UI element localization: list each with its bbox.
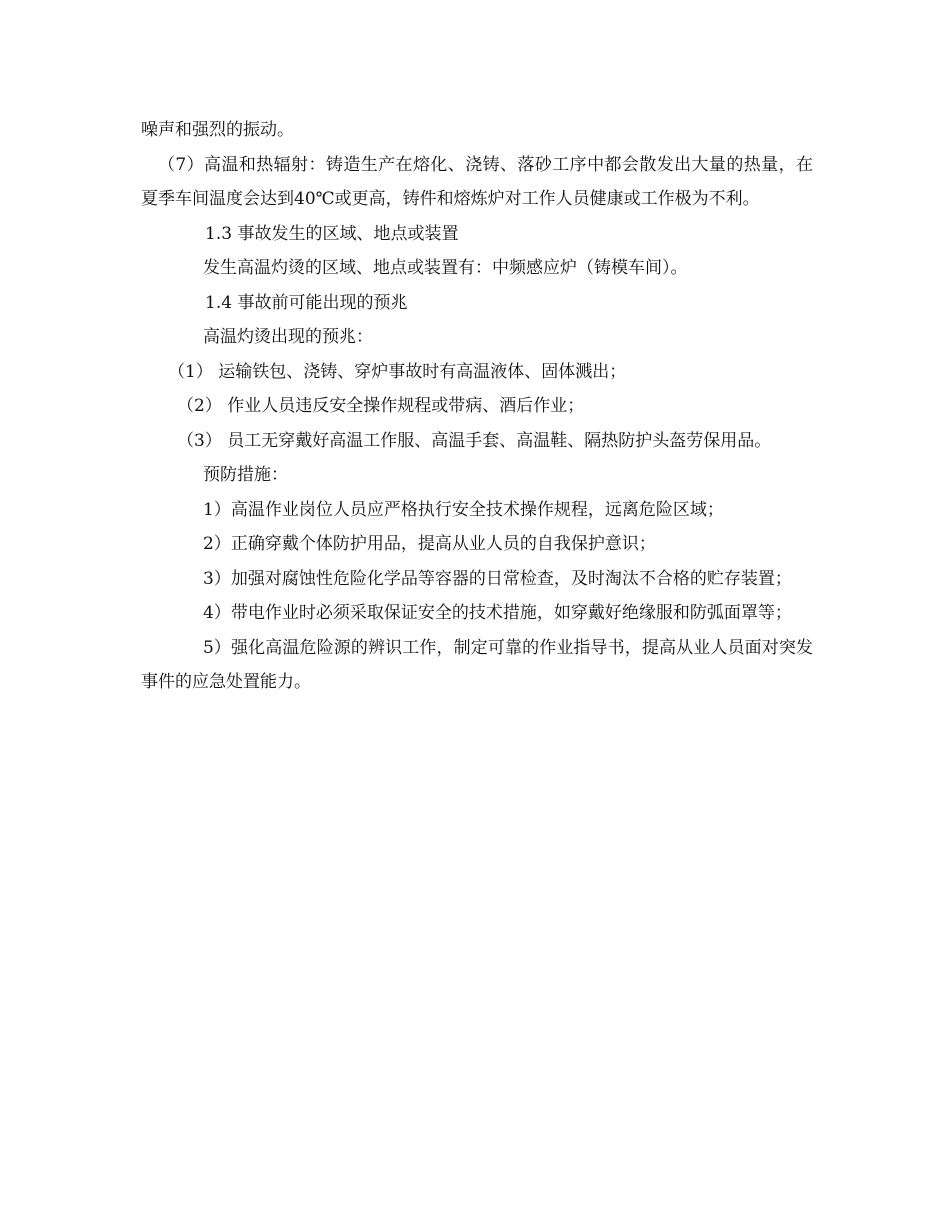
list-item-prevention-1: 1）高温作业岗位人员应严格执行安全技术操作规程，远离危险区域； <box>203 499 724 520</box>
list-item-warning-1: （1） 运输铁包、浇铸、穿炉事故时有高温液体、固体溅出； <box>168 361 627 382</box>
paragraph-high-temperature: （7）高温和热辐射：铸造生产在熔化、浇铸、落砂工序中都会散发出大量的热量，在夏季车间温度会达到40℃或更高，铸件和熔炼炉对工作人员健康或工作极为不利。 <box>141 154 813 209</box>
paragraph-warning-signs-intro: 高温灼烫出现的预兆： <box>203 327 373 347</box>
list-item-prevention-3: 3）加强对腐蚀性危险化学品等容器的日常检查，及时淘汰不合格的贮存装置； <box>203 568 792 589</box>
list-item-warning-3: （3） 员工无穿戴好高温工作服、高温手套、高温鞋、隔热防护头盔劳保用品。 <box>177 430 772 451</box>
paragraph-prevention-intro: 预防措施： <box>203 465 288 485</box>
section-heading-1-4: 1.4 事故前可能出现的预兆 <box>205 292 408 313</box>
paragraph-continuation: 噪声和强烈的振动。 <box>141 120 294 140</box>
list-item-prevention-5: 5）强化高温危险源的辨识工作，制定可靠的作业指导书，提高从业人员面对突发事件的应急处置能力。 <box>141 637 813 692</box>
list-item-prevention-2: 2）正确穿戴个体防护用品，提高从业人员的自我保护意识； <box>203 534 656 554</box>
section-heading-1-3: 1.3 事故发生的区域、地点或装置 <box>205 223 459 244</box>
document-body <box>141 113 813 700</box>
paragraph-accident-area: 发生高温灼烫的区域、地点或装置有：中频感应炉（铸模车间）。 <box>203 258 688 278</box>
list-item-prevention-4: 4）带电作业时必须采取保证安全的技术措施，如穿戴好绝缘服和防弧面罩等； <box>203 603 792 623</box>
list-item-warning-2: （2） 作业人员违反安全操作规程或带病、酒后作业； <box>177 396 585 416</box>
